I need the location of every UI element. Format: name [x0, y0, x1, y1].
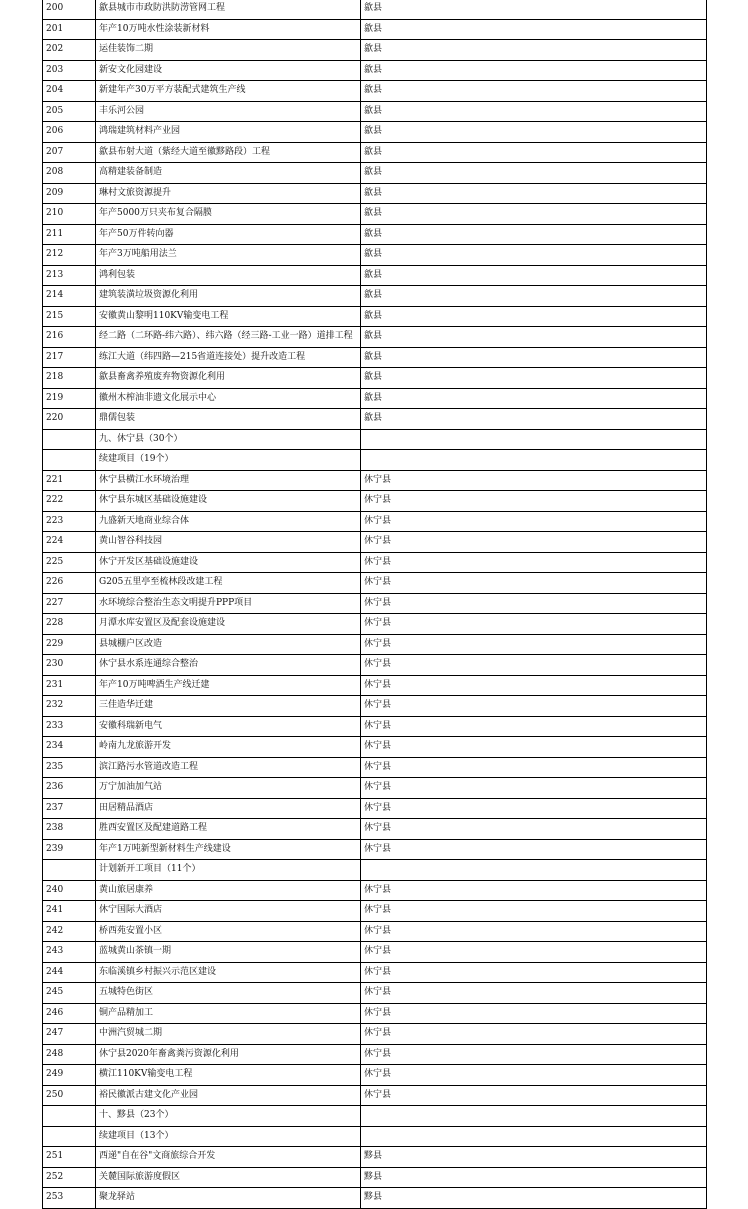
table-row — [43, 327, 707, 348]
project-location: 歙县 — [361, 204, 707, 225]
project-location: 休宁县 — [361, 819, 707, 840]
row-number: 215 — [43, 306, 96, 327]
row-number: 204 — [43, 81, 96, 102]
row-number: 235 — [43, 757, 96, 778]
table-row — [43, 552, 707, 573]
row-number: 214 — [43, 286, 96, 307]
table-row — [43, 737, 707, 758]
table-row — [43, 798, 707, 819]
row-number: 250 — [43, 1085, 96, 1106]
table-row — [43, 388, 707, 409]
project-location: 歙县 — [361, 81, 707, 102]
table-row — [43, 122, 707, 143]
project-name: 休宁县东城区基础设施建设 — [96, 491, 361, 512]
row-number: 223 — [43, 511, 96, 532]
row-number: 228 — [43, 614, 96, 635]
project-name: 西递"自在谷"文商旅综合开发 — [96, 1147, 361, 1168]
project-location: 休宁县 — [361, 942, 707, 963]
project-location: 黟县 — [361, 1167, 707, 1188]
row-number: 200 — [43, 0, 96, 19]
row-number: 238 — [43, 819, 96, 840]
row-number: 240 — [43, 880, 96, 901]
table-row — [43, 839, 707, 860]
project-name: 县城棚户区改造 — [96, 634, 361, 655]
table-row — [43, 101, 707, 122]
project-name: 高精建装备制造 — [96, 163, 361, 184]
project-name: 蓝城黄山茶镇一期 — [96, 942, 361, 963]
table-row — [43, 368, 707, 389]
table-row — [43, 593, 707, 614]
row-number: 244 — [43, 962, 96, 983]
table-row — [43, 163, 707, 184]
project-location: 休宁县 — [361, 634, 707, 655]
project-location — [361, 860, 707, 881]
table-row — [43, 1188, 707, 1209]
row-number: 231 — [43, 675, 96, 696]
table-row — [43, 675, 707, 696]
project-location — [361, 1126, 707, 1147]
section-heading: 十、黟县（23个） — [96, 1106, 361, 1127]
project-name: 安徽黄山黎明110KV输变电工程 — [96, 306, 361, 327]
project-location: 休宁县 — [361, 1065, 707, 1086]
table-row — [43, 409, 707, 430]
row-number: 246 — [43, 1003, 96, 1024]
project-location: 歙县 — [361, 327, 707, 348]
row-number: 225 — [43, 552, 96, 573]
project-name: 月潭水库安置区及配套设施建设 — [96, 614, 361, 635]
row-number: 245 — [43, 983, 96, 1004]
project-location: 休宁县 — [361, 1003, 707, 1024]
table-row — [43, 983, 707, 1004]
row-number: 233 — [43, 716, 96, 737]
row-number: 243 — [43, 942, 96, 963]
table-row — [43, 1065, 707, 1086]
project-name: 聚龙驿站 — [96, 1188, 361, 1209]
project-location: 休宁县 — [361, 798, 707, 819]
project-name: 建筑装潢垃圾资源化利用 — [96, 286, 361, 307]
row-number — [43, 1106, 96, 1127]
project-location: 歙县 — [361, 286, 707, 307]
row-number: 227 — [43, 593, 96, 614]
section-heading: 九、休宁县（30个） — [96, 429, 361, 450]
project-location: 歙县 — [361, 142, 707, 163]
row-number: 212 — [43, 245, 96, 266]
project-name: 鸿瑞建筑材料产业园 — [96, 122, 361, 143]
table-row — [43, 204, 707, 225]
row-number: 253 — [43, 1188, 96, 1209]
row-number: 230 — [43, 655, 96, 676]
project-location: 歙县 — [361, 183, 707, 204]
project-name: 年产1万吨新型新材料生产线建设 — [96, 839, 361, 860]
row-number: 201 — [43, 19, 96, 40]
project-location: 休宁县 — [361, 470, 707, 491]
project-location: 休宁县 — [361, 839, 707, 860]
project-location: 歙县 — [361, 306, 707, 327]
table-row — [43, 0, 707, 19]
row-number: 247 — [43, 1024, 96, 1045]
project-location — [361, 429, 707, 450]
project-name: G205五里亭至梳林段改建工程 — [96, 573, 361, 594]
project-name: 东临溪镇乡村振兴示范区建设 — [96, 962, 361, 983]
project-name: 鸿利包装 — [96, 265, 361, 286]
row-number: 208 — [43, 163, 96, 184]
project-name: 休宁县2020年畜禽粪污资源化利用 — [96, 1044, 361, 1065]
table-row — [43, 1147, 707, 1168]
row-number: 207 — [43, 142, 96, 163]
row-number: 220 — [43, 409, 96, 430]
project-name: 黄山旅居康养 — [96, 880, 361, 901]
project-name: 歙县城市市政防洪防涝管网工程 — [96, 0, 361, 19]
project-location: 休宁县 — [361, 675, 707, 696]
project-location: 休宁县 — [361, 901, 707, 922]
project-name: 黄山智谷科技园 — [96, 532, 361, 553]
table-row — [43, 962, 707, 983]
table-row — [43, 19, 707, 40]
project-location: 歙县 — [361, 409, 707, 430]
project-location: 休宁县 — [361, 778, 707, 799]
row-number: 229 — [43, 634, 96, 655]
row-number — [43, 450, 96, 471]
project-name: 铜产品精加工 — [96, 1003, 361, 1024]
project-location: 歙县 — [361, 368, 707, 389]
project-location: 休宁县 — [361, 655, 707, 676]
row-number: 237 — [43, 798, 96, 819]
project-name: 运佳装饰二期 — [96, 40, 361, 61]
project-table — [42, 0, 707, 1209]
section-heading: 计划新开工项目（11个） — [96, 860, 361, 881]
project-location: 歙县 — [361, 245, 707, 266]
project-name: 裕民徽派古建文化产业园 — [96, 1085, 361, 1106]
table-row — [43, 655, 707, 676]
project-location — [361, 450, 707, 471]
table-row — [43, 901, 707, 922]
project-name: 五城特色街区 — [96, 983, 361, 1004]
row-number: 234 — [43, 737, 96, 758]
project-name: 横江110KV输变电工程 — [96, 1065, 361, 1086]
section-row — [43, 1126, 707, 1147]
project-name: 新建年产30万平方装配式建筑生产线 — [96, 81, 361, 102]
project-location: 歙县 — [361, 265, 707, 286]
project-location: 休宁县 — [361, 532, 707, 553]
project-location: 歙县 — [361, 0, 707, 19]
table-row — [43, 880, 707, 901]
project-location: 歙县 — [361, 224, 707, 245]
row-number: 249 — [43, 1065, 96, 1086]
project-name: 年产3万吨船用法兰 — [96, 245, 361, 266]
project-location: 休宁县 — [361, 552, 707, 573]
section-heading: 续建项目（19个） — [96, 450, 361, 471]
project-name: 安徽科瑞新电气 — [96, 716, 361, 737]
project-location: 休宁县 — [361, 1044, 707, 1065]
row-number: 251 — [43, 1147, 96, 1168]
project-location: 歙县 — [361, 19, 707, 40]
table-row — [43, 819, 707, 840]
project-name: 新安文化园建设 — [96, 60, 361, 81]
project-location: 休宁县 — [361, 921, 707, 942]
project-location: 歙县 — [361, 122, 707, 143]
project-location: 休宁县 — [361, 757, 707, 778]
row-number: 252 — [43, 1167, 96, 1188]
table-row — [43, 183, 707, 204]
project-location: 休宁县 — [361, 716, 707, 737]
table-row — [43, 491, 707, 512]
project-name: 徽州木榨油非遗文化展示中心 — [96, 388, 361, 409]
project-name: 桥西苑安置小区 — [96, 921, 361, 942]
table-row — [43, 224, 707, 245]
project-name: 胜西安置区及配建道路工程 — [96, 819, 361, 840]
row-number: 213 — [43, 265, 96, 286]
project-name: 丰乐河公园 — [96, 101, 361, 122]
table-row — [43, 757, 707, 778]
table-row — [43, 942, 707, 963]
table-row — [43, 532, 707, 553]
row-number — [43, 1126, 96, 1147]
row-number: 206 — [43, 122, 96, 143]
project-location: 黟县 — [361, 1188, 707, 1209]
section-row — [43, 1106, 707, 1127]
table-row — [43, 716, 707, 737]
row-number: 219 — [43, 388, 96, 409]
project-name: 九盛新天地商业综合体 — [96, 511, 361, 532]
row-number: 205 — [43, 101, 96, 122]
project-location: 休宁县 — [361, 614, 707, 635]
row-number: 226 — [43, 573, 96, 594]
project-location: 歙县 — [361, 163, 707, 184]
section-heading: 续建项目（13个） — [96, 1126, 361, 1147]
project-name: 水环境综合整治生态文明提升PPP项目 — [96, 593, 361, 614]
table-row — [43, 614, 707, 635]
project-name: 休宁县横江水环境治理 — [96, 470, 361, 491]
project-name: 万宁加油加气站 — [96, 778, 361, 799]
table-row — [43, 1003, 707, 1024]
row-number: 236 — [43, 778, 96, 799]
row-number: 202 — [43, 40, 96, 61]
row-number: 224 — [43, 532, 96, 553]
table-row — [43, 306, 707, 327]
project-name: 休宁开发区基础设施建设 — [96, 552, 361, 573]
section-row — [43, 860, 707, 881]
project-name: 年产5000万只夹布复合隔膜 — [96, 204, 361, 225]
project-name: 年产10万吨水性涂装新材料 — [96, 19, 361, 40]
row-number: 232 — [43, 696, 96, 717]
table-row — [43, 81, 707, 102]
row-number: 203 — [43, 60, 96, 81]
table-row — [43, 265, 707, 286]
row-number: 242 — [43, 921, 96, 942]
table-row — [43, 696, 707, 717]
project-location: 休宁县 — [361, 1085, 707, 1106]
project-name: 岭南九龙旅游开发 — [96, 737, 361, 758]
project-location: 休宁县 — [361, 737, 707, 758]
table-row — [43, 142, 707, 163]
table-row — [43, 1044, 707, 1065]
row-number: 222 — [43, 491, 96, 512]
row-number: 221 — [43, 470, 96, 491]
row-number — [43, 860, 96, 881]
project-name: 年产50万件转向器 — [96, 224, 361, 245]
project-name: 琳村文旅资源提升 — [96, 183, 361, 204]
row-number: 210 — [43, 204, 96, 225]
project-name: 三佳造华迁建 — [96, 696, 361, 717]
table-row — [43, 511, 707, 532]
project-location: 歙县 — [361, 101, 707, 122]
project-location: 休宁县 — [361, 511, 707, 532]
project-location: 休宁县 — [361, 962, 707, 983]
project-location: 休宁县 — [361, 491, 707, 512]
table-row — [43, 40, 707, 61]
row-number: 209 — [43, 183, 96, 204]
project-location: 休宁县 — [361, 573, 707, 594]
project-location: 歙县 — [361, 60, 707, 81]
table-row — [43, 1167, 707, 1188]
project-location: 休宁县 — [361, 696, 707, 717]
table-row — [43, 778, 707, 799]
project-location — [361, 1106, 707, 1127]
project-name: 关麓国际旅游度假区 — [96, 1167, 361, 1188]
table-row — [43, 470, 707, 491]
section-row — [43, 429, 707, 450]
row-number — [43, 429, 96, 450]
table-row — [43, 573, 707, 594]
project-location: 休宁县 — [361, 880, 707, 901]
project-name: 休宁县水系连通综合整治 — [96, 655, 361, 676]
project-name: 鼎儒包装 — [96, 409, 361, 430]
project-table-body — [43, 0, 707, 1208]
row-number: 241 — [43, 901, 96, 922]
project-location: 休宁县 — [361, 1024, 707, 1045]
table-row — [43, 1024, 707, 1045]
row-number: 216 — [43, 327, 96, 348]
table-row — [43, 921, 707, 942]
row-number: 248 — [43, 1044, 96, 1065]
project-location: 歙县 — [361, 40, 707, 61]
project-name: 休宁国际大酒店 — [96, 901, 361, 922]
row-number: 217 — [43, 347, 96, 368]
table-row — [43, 245, 707, 266]
project-location: 歙县 — [361, 347, 707, 368]
project-name: 歙县畜禽养殖废弃物资源化利用 — [96, 368, 361, 389]
project-name: 经二路（二环路-纬六路）、纬六路（经三路-工业一路）道排工程 — [96, 327, 361, 348]
project-location: 歙县 — [361, 388, 707, 409]
project-name: 滨江路污水管道改造工程 — [96, 757, 361, 778]
project-location: 休宁县 — [361, 593, 707, 614]
table-row — [43, 1085, 707, 1106]
row-number: 218 — [43, 368, 96, 389]
table-row — [43, 347, 707, 368]
project-name: 田居精品酒店 — [96, 798, 361, 819]
row-number: 239 — [43, 839, 96, 860]
table-row — [43, 286, 707, 307]
section-row — [43, 450, 707, 471]
project-location: 黟县 — [361, 1147, 707, 1168]
project-name: 练江大道（纬四路—215省道连接处）提升改造工程 — [96, 347, 361, 368]
project-name: 年产10万吨啤酒生产线迁建 — [96, 675, 361, 696]
project-name: 中洲汽贸城二期 — [96, 1024, 361, 1045]
project-location: 休宁县 — [361, 983, 707, 1004]
row-number: 211 — [43, 224, 96, 245]
project-name: 歙县布射大道（紫经大道至徽黟路段）工程 — [96, 142, 361, 163]
table-row — [43, 60, 707, 81]
table-row — [43, 634, 707, 655]
